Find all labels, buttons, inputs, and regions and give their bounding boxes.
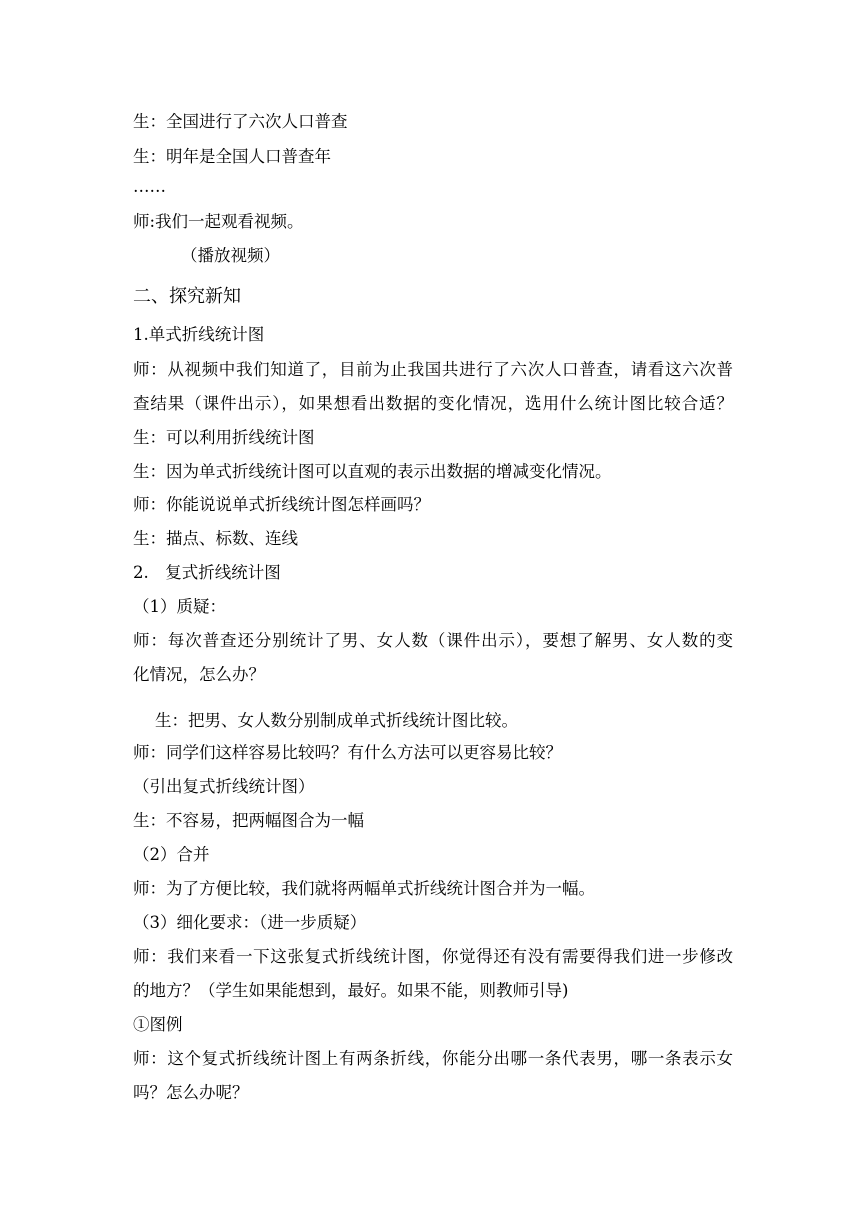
text-line: 师：为了方便比较，我们就将两幅单式折线统计图合并为一幅。: [133, 879, 595, 898]
text-line: 师：我们来看一下这张复式折线统计图，你觉得还有没有需要得我们进一步修改: [133, 947, 733, 966]
text-line: 师:我们一起观看视频。: [133, 212, 304, 231]
text-line: 的地方？（学生如果能想到，最好。如果不能，则教师引导): [133, 981, 569, 1000]
text-line: 生：明年是全国人口普查年: [133, 147, 331, 166]
text-line: 生：因为单式折线统计图可以直观的表示出数据的增减变化情况。: [133, 462, 612, 481]
section-heading: 二、探究新知: [133, 286, 241, 307]
text-line: 吗？怎么办呢？: [133, 1083, 249, 1102]
text-line: 生：描点、标数、连线: [133, 529, 298, 548]
text-line: ①图例: [133, 1015, 183, 1034]
text-line: 师：同学们这样容易比较吗？有什么方法可以更容易比较？: [133, 743, 562, 762]
text-line: 师：这个复式折线统计图上有两条折线，你能分出哪一条代表男，哪一条表示女: [133, 1049, 733, 1068]
text-line: 生：把男、女人数分别制成单式折线统计图比较。: [155, 711, 518, 730]
ellipsis-line: ……: [133, 177, 166, 196]
text-line: （播放视频）: [181, 246, 280, 265]
subsection-heading: 2. 复式折线统计图: [133, 563, 281, 582]
text-line: 生：全国进行了六次人口普查: [133, 112, 348, 131]
text-line: 师：从视频中我们知道了，目前为止我国共进行了六次人口普查，请看这六次普: [133, 360, 733, 379]
text-line: （1）质疑：: [133, 597, 226, 616]
text-line: 生：可以利用折线统计图: [133, 428, 315, 447]
subsection-heading: 1.单式折线统计图: [133, 325, 265, 344]
text-line: 化情况，怎么办？: [133, 665, 265, 684]
text-line: （3）细化要求：（进一步质疑）: [133, 913, 367, 932]
text-line: 生：不容易，把两幅图合为一幅: [133, 811, 364, 830]
text-line: 师：你能说说单式折线统计图怎样画吗？: [133, 495, 430, 514]
text-line: （2）合并: [133, 845, 210, 864]
text-line: 师：每次普查还分别统计了男、女人数（课件出示），要想了解男、女人数的变: [133, 631, 733, 650]
text-line: 查结果（课件出示），如果想看出数据的变化情况，选用什么统计图比较合适？: [133, 394, 733, 413]
text-line: （引出复式折线统计图）: [133, 777, 315, 796]
